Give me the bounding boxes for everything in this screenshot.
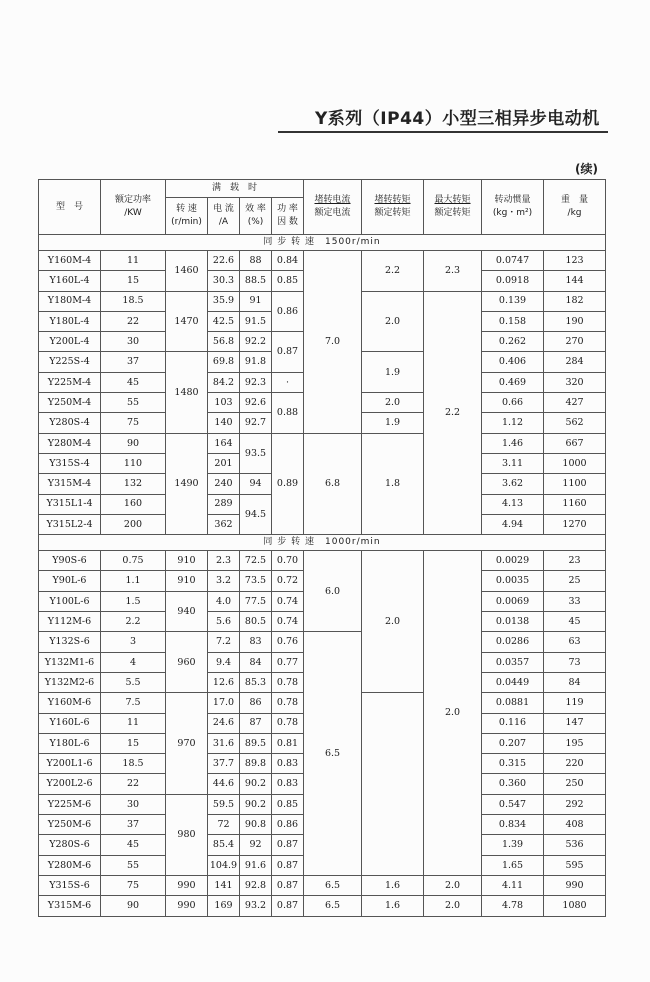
cell-locked-current-ratio: 6.5: [304, 896, 362, 916]
cell-model: Y225S-4: [39, 352, 101, 372]
cell-locked-current-ratio: 7.0: [304, 251, 362, 434]
cell-rated-power: 75: [101, 875, 166, 895]
cell-efficiency: 93.5: [240, 433, 272, 474]
header-full-load: 满 载 时: [166, 180, 304, 198]
cell-inertia: 0.469: [482, 372, 544, 392]
cell-power-factor: 0.83: [272, 754, 304, 774]
cell-weight: 147: [544, 713, 606, 733]
cell-speed: 1470: [166, 291, 208, 352]
cell-power-factor: 0.78: [272, 693, 304, 713]
cell-inertia: 4.11: [482, 875, 544, 895]
header-rated-power: [101, 180, 166, 235]
cell-weight: 195: [544, 733, 606, 753]
cell-inertia: 4.78: [482, 896, 544, 916]
cell-current: 84.2: [208, 372, 240, 392]
header-weight-l2: /kg: [567, 208, 582, 218]
cell-power-factor: 0.86: [272, 291, 304, 332]
cell-current: 31.6: [208, 733, 240, 753]
cell-inertia: 4.94: [482, 514, 544, 534]
cell-weight: 595: [544, 855, 606, 875]
cell-current: 2.3: [208, 551, 240, 571]
cell-weight: 123: [544, 251, 606, 271]
cell-weight: 63: [544, 632, 606, 652]
cell-current: 35.9: [208, 291, 240, 311]
cell-rated-power: 18.5: [101, 754, 166, 774]
cell-rated-power: 22: [101, 774, 166, 794]
header-efficiency: [240, 198, 272, 235]
cell-locked-torque-ratio: 1.8: [362, 433, 424, 534]
header-inertia: [482, 180, 544, 235]
cell-model: Y250M-4: [39, 393, 101, 413]
header-inertia-l1: 转动惯量: [494, 194, 531, 205]
cell-power-factor: 0.84: [272, 251, 304, 271]
cell-current: 12.6: [208, 672, 240, 692]
cell-rated-power: 3: [101, 632, 166, 652]
cell-efficiency: 90.2: [240, 774, 272, 794]
header-power-factor-l1: 功 率: [277, 203, 298, 214]
cell-rated-power: 0.75: [101, 551, 166, 571]
cell-speed: 990: [166, 896, 208, 916]
section-row: [39, 535, 606, 551]
cell-locked-current-ratio: 6.0: [304, 551, 362, 632]
cell-model: Y315L2-4: [39, 514, 101, 534]
cell-weight: 408: [544, 815, 606, 835]
cell-efficiency: 80.5: [240, 612, 272, 632]
cell-model: Y315M-6: [39, 896, 101, 916]
header-efficiency-l1: 效 率: [245, 203, 266, 214]
cell-current: 85.4: [208, 835, 240, 855]
header-locked-torque-l1: 堵转转矩: [374, 194, 411, 205]
cell-inertia: 0.139: [482, 291, 544, 311]
header-inertia-l2: (kg・m²): [492, 208, 533, 218]
cell-rated-power: 15: [101, 271, 166, 291]
cell-rated-power: 5.5: [101, 672, 166, 692]
cell-efficiency: 93.2: [240, 896, 272, 916]
cell-inertia: 1.12: [482, 413, 544, 433]
cell-model: Y250M-6: [39, 815, 101, 835]
cell-weight: 1000: [544, 453, 606, 473]
cell-rated-power: 37: [101, 815, 166, 835]
header-speed: [166, 198, 208, 235]
header-max-torque-l2: 额定转矩: [434, 208, 471, 218]
cell-locked-current-ratio: 6.5: [304, 875, 362, 895]
cell-locked-torque-ratio: [362, 693, 424, 876]
cell-model: Y225M-4: [39, 372, 101, 392]
cell-power-factor: 0.76: [272, 632, 304, 652]
table-row: [39, 551, 606, 571]
cell-speed: 990: [166, 875, 208, 895]
cell-speed: 970: [166, 693, 208, 794]
cell-rated-power: 37: [101, 352, 166, 372]
cell-current: 56.8: [208, 332, 240, 352]
cell-rated-power: 45: [101, 372, 166, 392]
cell-inertia: 0.0747: [482, 251, 544, 271]
header-max-torque: [424, 180, 482, 235]
header-model: 型 号: [39, 180, 101, 235]
cell-current: 30.3: [208, 271, 240, 291]
cell-current: 59.5: [208, 794, 240, 814]
cell-current: 104.9: [208, 855, 240, 875]
cell-inertia: 1.65: [482, 855, 544, 875]
cell-efficiency: 91.6: [240, 855, 272, 875]
cell-model: Y100L-6: [39, 591, 101, 611]
cell-current: 289: [208, 494, 240, 514]
cell-model: Y180L-6: [39, 733, 101, 753]
cell-current: 141: [208, 875, 240, 895]
cell-rated-power: 30: [101, 794, 166, 814]
cell-efficiency: 83: [240, 632, 272, 652]
header-rated-power-l1: 额定功率: [114, 194, 151, 205]
cell-current: 7.2: [208, 632, 240, 652]
cell-speed: 1460: [166, 251, 208, 292]
cell-power-factor: ·: [272, 372, 304, 392]
cell-weight: 84: [544, 672, 606, 692]
cell-locked-current-ratio: 6.8: [304, 433, 362, 534]
cell-inertia: 0.66: [482, 393, 544, 413]
cell-inertia: 3.11: [482, 453, 544, 473]
cell-current: 362: [208, 514, 240, 534]
cell-power-factor: 0.78: [272, 713, 304, 733]
cell-weight: 1080: [544, 896, 606, 916]
cell-rated-power: 200: [101, 514, 166, 534]
cell-efficiency: 77.5: [240, 591, 272, 611]
cell-current: 22.6: [208, 251, 240, 271]
page-title: Y系列（IP44）小型三相异步电动机: [315, 109, 600, 129]
cell-speed: 960: [166, 632, 208, 693]
cell-efficiency: 85.3: [240, 672, 272, 692]
cell-model: Y315M-4: [39, 474, 101, 494]
cell-speed: 940: [166, 591, 208, 632]
table-row: [39, 433, 606, 453]
cell-efficiency: 73.5: [240, 571, 272, 591]
cell-power-factor: 0.70: [272, 551, 304, 571]
cell-power-factor: 0.89: [272, 433, 304, 534]
cell-inertia: 0.0357: [482, 652, 544, 672]
cell-inertia: 0.262: [482, 332, 544, 352]
cell-inertia: 0.0881: [482, 693, 544, 713]
header-locked-current: [304, 180, 362, 235]
cell-weight: 25: [544, 571, 606, 591]
cell-model: Y112M-6: [39, 612, 101, 632]
cell-weight: 250: [544, 774, 606, 794]
motor-spec-table: [38, 179, 606, 917]
cell-locked-torque-ratio: 1.6: [362, 896, 424, 916]
cell-efficiency: 84: [240, 652, 272, 672]
cell-rated-power: 45: [101, 835, 166, 855]
cell-rated-power: 160: [101, 494, 166, 514]
cell-power-factor: 0.81: [272, 733, 304, 753]
cell-efficiency: 91: [240, 291, 272, 311]
cell-power-factor: 0.83: [272, 774, 304, 794]
header-power-factor-l2: 因 数: [277, 217, 298, 227]
cell-max-torque-ratio: 2.2: [424, 291, 482, 535]
cell-weight: 284: [544, 352, 606, 372]
cell-efficiency: 92.6: [240, 393, 272, 413]
cell-rated-power: 75: [101, 413, 166, 433]
cell-current: 72: [208, 815, 240, 835]
cell-current: 17.0: [208, 693, 240, 713]
header-row-1: [39, 180, 606, 198]
cell-rated-power: 11: [101, 713, 166, 733]
header-rated-power-l2: /KW: [124, 208, 142, 218]
cell-rated-power: 1.1: [101, 571, 166, 591]
cell-current: 42.5: [208, 311, 240, 331]
cell-rated-power: 7.5: [101, 693, 166, 713]
cell-max-torque-ratio: 2.0: [424, 896, 482, 916]
header-current-l2: /A: [218, 217, 229, 227]
cell-power-factor: 0.74: [272, 612, 304, 632]
cell-model: Y315L1-4: [39, 494, 101, 514]
cell-weight: 73: [544, 652, 606, 672]
cell-efficiency: 92: [240, 835, 272, 855]
cell-current: 5.6: [208, 612, 240, 632]
cell-inertia: 0.207: [482, 733, 544, 753]
cell-inertia: 0.0029: [482, 551, 544, 571]
cell-efficiency: 92.7: [240, 413, 272, 433]
cell-power-factor: 0.85: [272, 794, 304, 814]
cell-weight: 144: [544, 271, 606, 291]
cell-rated-power: 2.2: [101, 612, 166, 632]
cell-efficiency: 91.5: [240, 311, 272, 331]
cell-current: 201: [208, 453, 240, 473]
cell-model: Y90L-6: [39, 571, 101, 591]
cell-locked-current-ratio: 6.5: [304, 632, 362, 876]
title-rule: [278, 131, 608, 133]
cell-weight: 292: [544, 794, 606, 814]
cell-efficiency: 90.2: [240, 794, 272, 814]
cell-model: Y200L2-6: [39, 774, 101, 794]
header-max-torque-l1: 最大转矩: [434, 194, 471, 205]
cell-efficiency: 87: [240, 713, 272, 733]
cell-weight: 45: [544, 612, 606, 632]
cell-rated-power: 55: [101, 855, 166, 875]
cell-model: Y200L1-6: [39, 754, 101, 774]
cell-rated-power: 110: [101, 453, 166, 473]
cell-rated-power: 11: [101, 251, 166, 271]
cell-model: Y315S-4: [39, 453, 101, 473]
cell-inertia: 0.0918: [482, 271, 544, 291]
cell-inertia: 0.360: [482, 774, 544, 794]
continued-label: (续): [575, 162, 598, 176]
cell-max-torque-ratio: 2.0: [424, 875, 482, 895]
cell-power-factor: 0.87: [272, 896, 304, 916]
cell-inertia: 3.62: [482, 474, 544, 494]
header-current-l1: 电 流: [213, 203, 234, 214]
cell-inertia: 0.158: [482, 311, 544, 331]
cell-max-torque-ratio: 2.0: [424, 551, 482, 876]
cell-current: 44.6: [208, 774, 240, 794]
cell-efficiency: 72.5: [240, 551, 272, 571]
cell-inertia: 1.39: [482, 835, 544, 855]
cell-inertia: 0.406: [482, 352, 544, 372]
cell-model: Y132M1-6: [39, 652, 101, 672]
cell-inertia: 0.116: [482, 713, 544, 733]
cell-weight: 1100: [544, 474, 606, 494]
section-label: 同 步 转 速 1500r/min: [39, 235, 606, 251]
cell-model: Y180L-4: [39, 311, 101, 331]
cell-efficiency: 86: [240, 693, 272, 713]
cell-model: Y315S-6: [39, 875, 101, 895]
header-speed-l1: 转 速: [176, 203, 197, 214]
cell-current: 164: [208, 433, 240, 453]
cell-inertia: 0.834: [482, 815, 544, 835]
cell-weight: 190: [544, 311, 606, 331]
cell-model: Y160M-4: [39, 251, 101, 271]
cell-power-factor: 0.85: [272, 271, 304, 291]
cell-rated-power: 55: [101, 393, 166, 413]
cell-weight: 33: [544, 591, 606, 611]
table-row: [39, 875, 606, 895]
header-weight: [544, 180, 606, 235]
header-power-factor: [272, 198, 304, 235]
section-label: 同 步 转 速 1000r/min: [39, 535, 606, 551]
cell-efficiency: 89.5: [240, 733, 272, 753]
header-locked-torque-l2: 额定转矩: [374, 208, 411, 218]
table-row: [39, 632, 606, 652]
cell-efficiency: 94.5: [240, 494, 272, 535]
cell-rated-power: 90: [101, 896, 166, 916]
cell-current: 24.6: [208, 713, 240, 733]
cell-power-factor: 0.74: [272, 591, 304, 611]
table-row: [39, 896, 606, 916]
cell-rated-power: 1.5: [101, 591, 166, 611]
cell-speed: 910: [166, 571, 208, 591]
header-locked-current-l1: 堵转电流: [314, 194, 351, 205]
cell-model: Y225M-6: [39, 794, 101, 814]
cell-model: Y280S-6: [39, 835, 101, 855]
header-speed-l2: (r/min): [171, 217, 202, 227]
cell-weight: 990: [544, 875, 606, 895]
cell-model: Y280M-6: [39, 855, 101, 875]
cell-current: 140: [208, 413, 240, 433]
header-weight-l1: 重 量: [561, 194, 589, 205]
cell-max-torque-ratio: 2.3: [424, 251, 482, 292]
cell-model: Y90S-6: [39, 551, 101, 571]
cell-rated-power: 4: [101, 652, 166, 672]
cell-weight: 119: [544, 693, 606, 713]
cell-efficiency: 92.8: [240, 875, 272, 895]
cell-inertia: 1.46: [482, 433, 544, 453]
table-row: [39, 251, 606, 271]
cell-current: 9.4: [208, 652, 240, 672]
cell-power-factor: 0.86: [272, 815, 304, 835]
cell-current: 3.2: [208, 571, 240, 591]
cell-power-factor: 0.72: [272, 571, 304, 591]
cell-speed: 980: [166, 794, 208, 875]
cell-efficiency: 88: [240, 251, 272, 271]
cell-current: 69.8: [208, 352, 240, 372]
cell-inertia: 4.13: [482, 494, 544, 514]
cell-locked-torque-ratio: 1.9: [362, 352, 424, 393]
cell-rated-power: 22: [101, 311, 166, 331]
cell-weight: 562: [544, 413, 606, 433]
cell-power-factor: 0.77: [272, 652, 304, 672]
cell-efficiency: 94: [240, 474, 272, 494]
cell-inertia: 0.0035: [482, 571, 544, 591]
cell-locked-torque-ratio: 2.0: [362, 551, 424, 693]
cell-power-factor: 0.87: [272, 332, 304, 373]
cell-model: Y132M2-6: [39, 672, 101, 692]
cell-locked-torque-ratio: 1.6: [362, 875, 424, 895]
cell-weight: 320: [544, 372, 606, 392]
section-row: [39, 235, 606, 251]
cell-current: 240: [208, 474, 240, 494]
cell-weight: 1160: [544, 494, 606, 514]
header-locked-torque: [362, 180, 424, 235]
cell-model: Y280M-4: [39, 433, 101, 453]
cell-weight: 427: [544, 393, 606, 413]
cell-speed: 1490: [166, 433, 208, 534]
cell-model: Y200L-4: [39, 332, 101, 352]
cell-model: Y180M-4: [39, 291, 101, 311]
cell-current: 169: [208, 896, 240, 916]
cell-efficiency: 90.8: [240, 815, 272, 835]
cell-inertia: 0.0449: [482, 672, 544, 692]
cell-power-factor: 0.87: [272, 855, 304, 875]
cell-weight: 1270: [544, 514, 606, 534]
cell-locked-torque-ratio: 2.2: [362, 251, 424, 292]
header-locked-current-l2: 额定电流: [314, 208, 351, 218]
cell-current: 103: [208, 393, 240, 413]
cell-weight: 182: [544, 291, 606, 311]
cell-model: Y280S-4: [39, 413, 101, 433]
cell-power-factor: 0.87: [272, 875, 304, 895]
cell-model: Y160M-6: [39, 693, 101, 713]
cell-model: Y132S-6: [39, 632, 101, 652]
cell-power-factor: 0.78: [272, 672, 304, 692]
cell-locked-torque-ratio: 1.9: [362, 413, 424, 433]
cell-rated-power: 132: [101, 474, 166, 494]
cell-efficiency: 92.3: [240, 372, 272, 392]
cell-efficiency: 91.8: [240, 352, 272, 372]
cell-weight: 270: [544, 332, 606, 352]
cell-inertia: 0.0138: [482, 612, 544, 632]
cell-weight: 667: [544, 433, 606, 453]
cell-speed: 1480: [166, 352, 208, 433]
cell-weight: 536: [544, 835, 606, 855]
cell-model: Y160L-6: [39, 713, 101, 733]
cell-locked-torque-ratio: 2.0: [362, 291, 424, 352]
cell-inertia: 0.0286: [482, 632, 544, 652]
cell-rated-power: 15: [101, 733, 166, 753]
cell-weight: 220: [544, 754, 606, 774]
header-current: [208, 198, 240, 235]
cell-power-factor: 0.88: [272, 393, 304, 434]
cell-locked-torque-ratio: 2.0: [362, 393, 424, 413]
cell-power-factor: 0.87: [272, 835, 304, 855]
cell-rated-power: 18.5: [101, 291, 166, 311]
cell-inertia: 0.547: [482, 794, 544, 814]
cell-inertia: 0.0069: [482, 591, 544, 611]
cell-current: 37.7: [208, 754, 240, 774]
cell-current: 4.0: [208, 591, 240, 611]
cell-efficiency: 89.8: [240, 754, 272, 774]
cell-model: Y160L-4: [39, 271, 101, 291]
cell-speed: 910: [166, 551, 208, 571]
cell-weight: 23: [544, 551, 606, 571]
cell-rated-power: 90: [101, 433, 166, 453]
cell-efficiency: 88.5: [240, 271, 272, 291]
cell-rated-power: 30: [101, 332, 166, 352]
cell-inertia: 0.315: [482, 754, 544, 774]
cell-efficiency: 92.2: [240, 332, 272, 352]
header-efficiency-l2: (%): [247, 217, 264, 227]
